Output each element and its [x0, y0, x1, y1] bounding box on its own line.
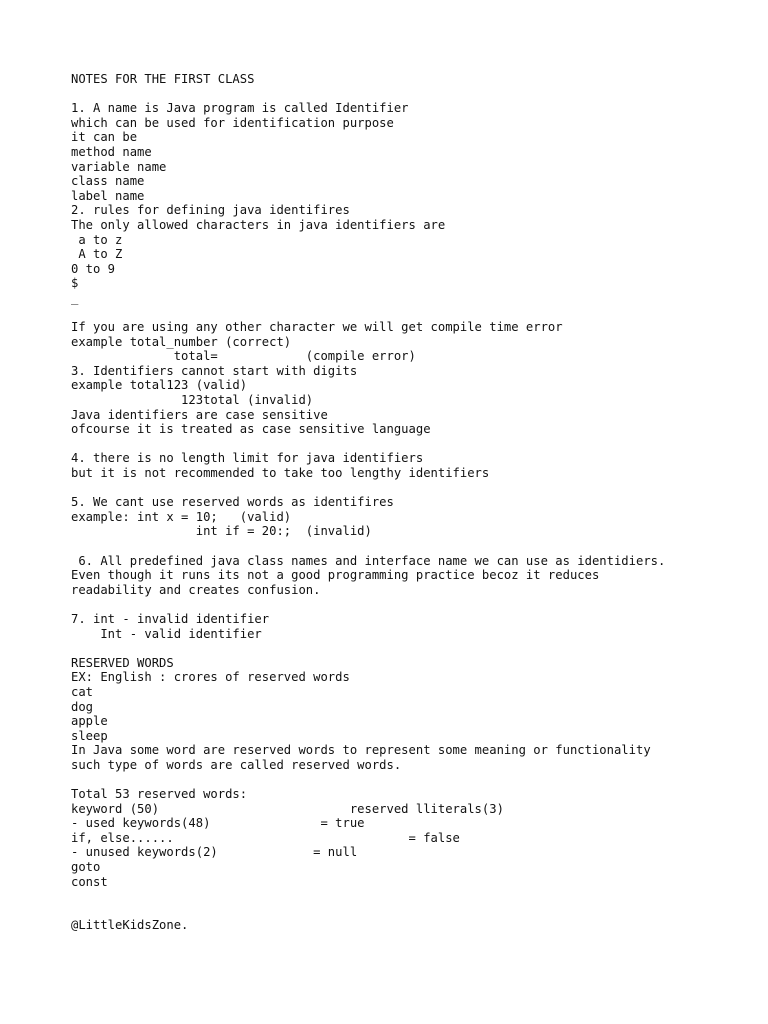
document-body: NOTES FOR THE FIRST CLASS 1. A name is Java program is called Identifier which can be used for identification purpose it can be method name variable name class name label name 2. rules for defining java identifires The only allowed characters in java identifiers are a to z A to Z 0 to 9 $ _ If you are using any other character we will get compile time error example total_number (correct) total= (compile error) 3. Identifiers cannot start with digits example total123 (valid) 123total (invalid) Java identifiers are case sensitive ofcourse it is treated as case sensitive language 4. there is no length limit for java identifiers but it is not recommended to take too lengthy identifiers 5. We cant use reserved words as identifires example: int x = 10; (valid) int if = 20:; (invalid) 6. All predefined java class names and interface name we can use as identidiers. Even though it runs its not a good programming practice becoz it reduces readability and creates confusion. 7. int - invalid identifier Int - valid identifier RESERVED WORDS EX: English : crores of reserved words cat dog apple sleep In Java some word are reserved words to represent some meaning or functionality such type of words are called reserved words. Total 53 reserved words: keyword (50) reserved lliterals(3) - used keywords(48) = true if, else...... = false - unused keywords(2) = null goto const @LittleKidsZone. — [71, 72, 666, 933]
